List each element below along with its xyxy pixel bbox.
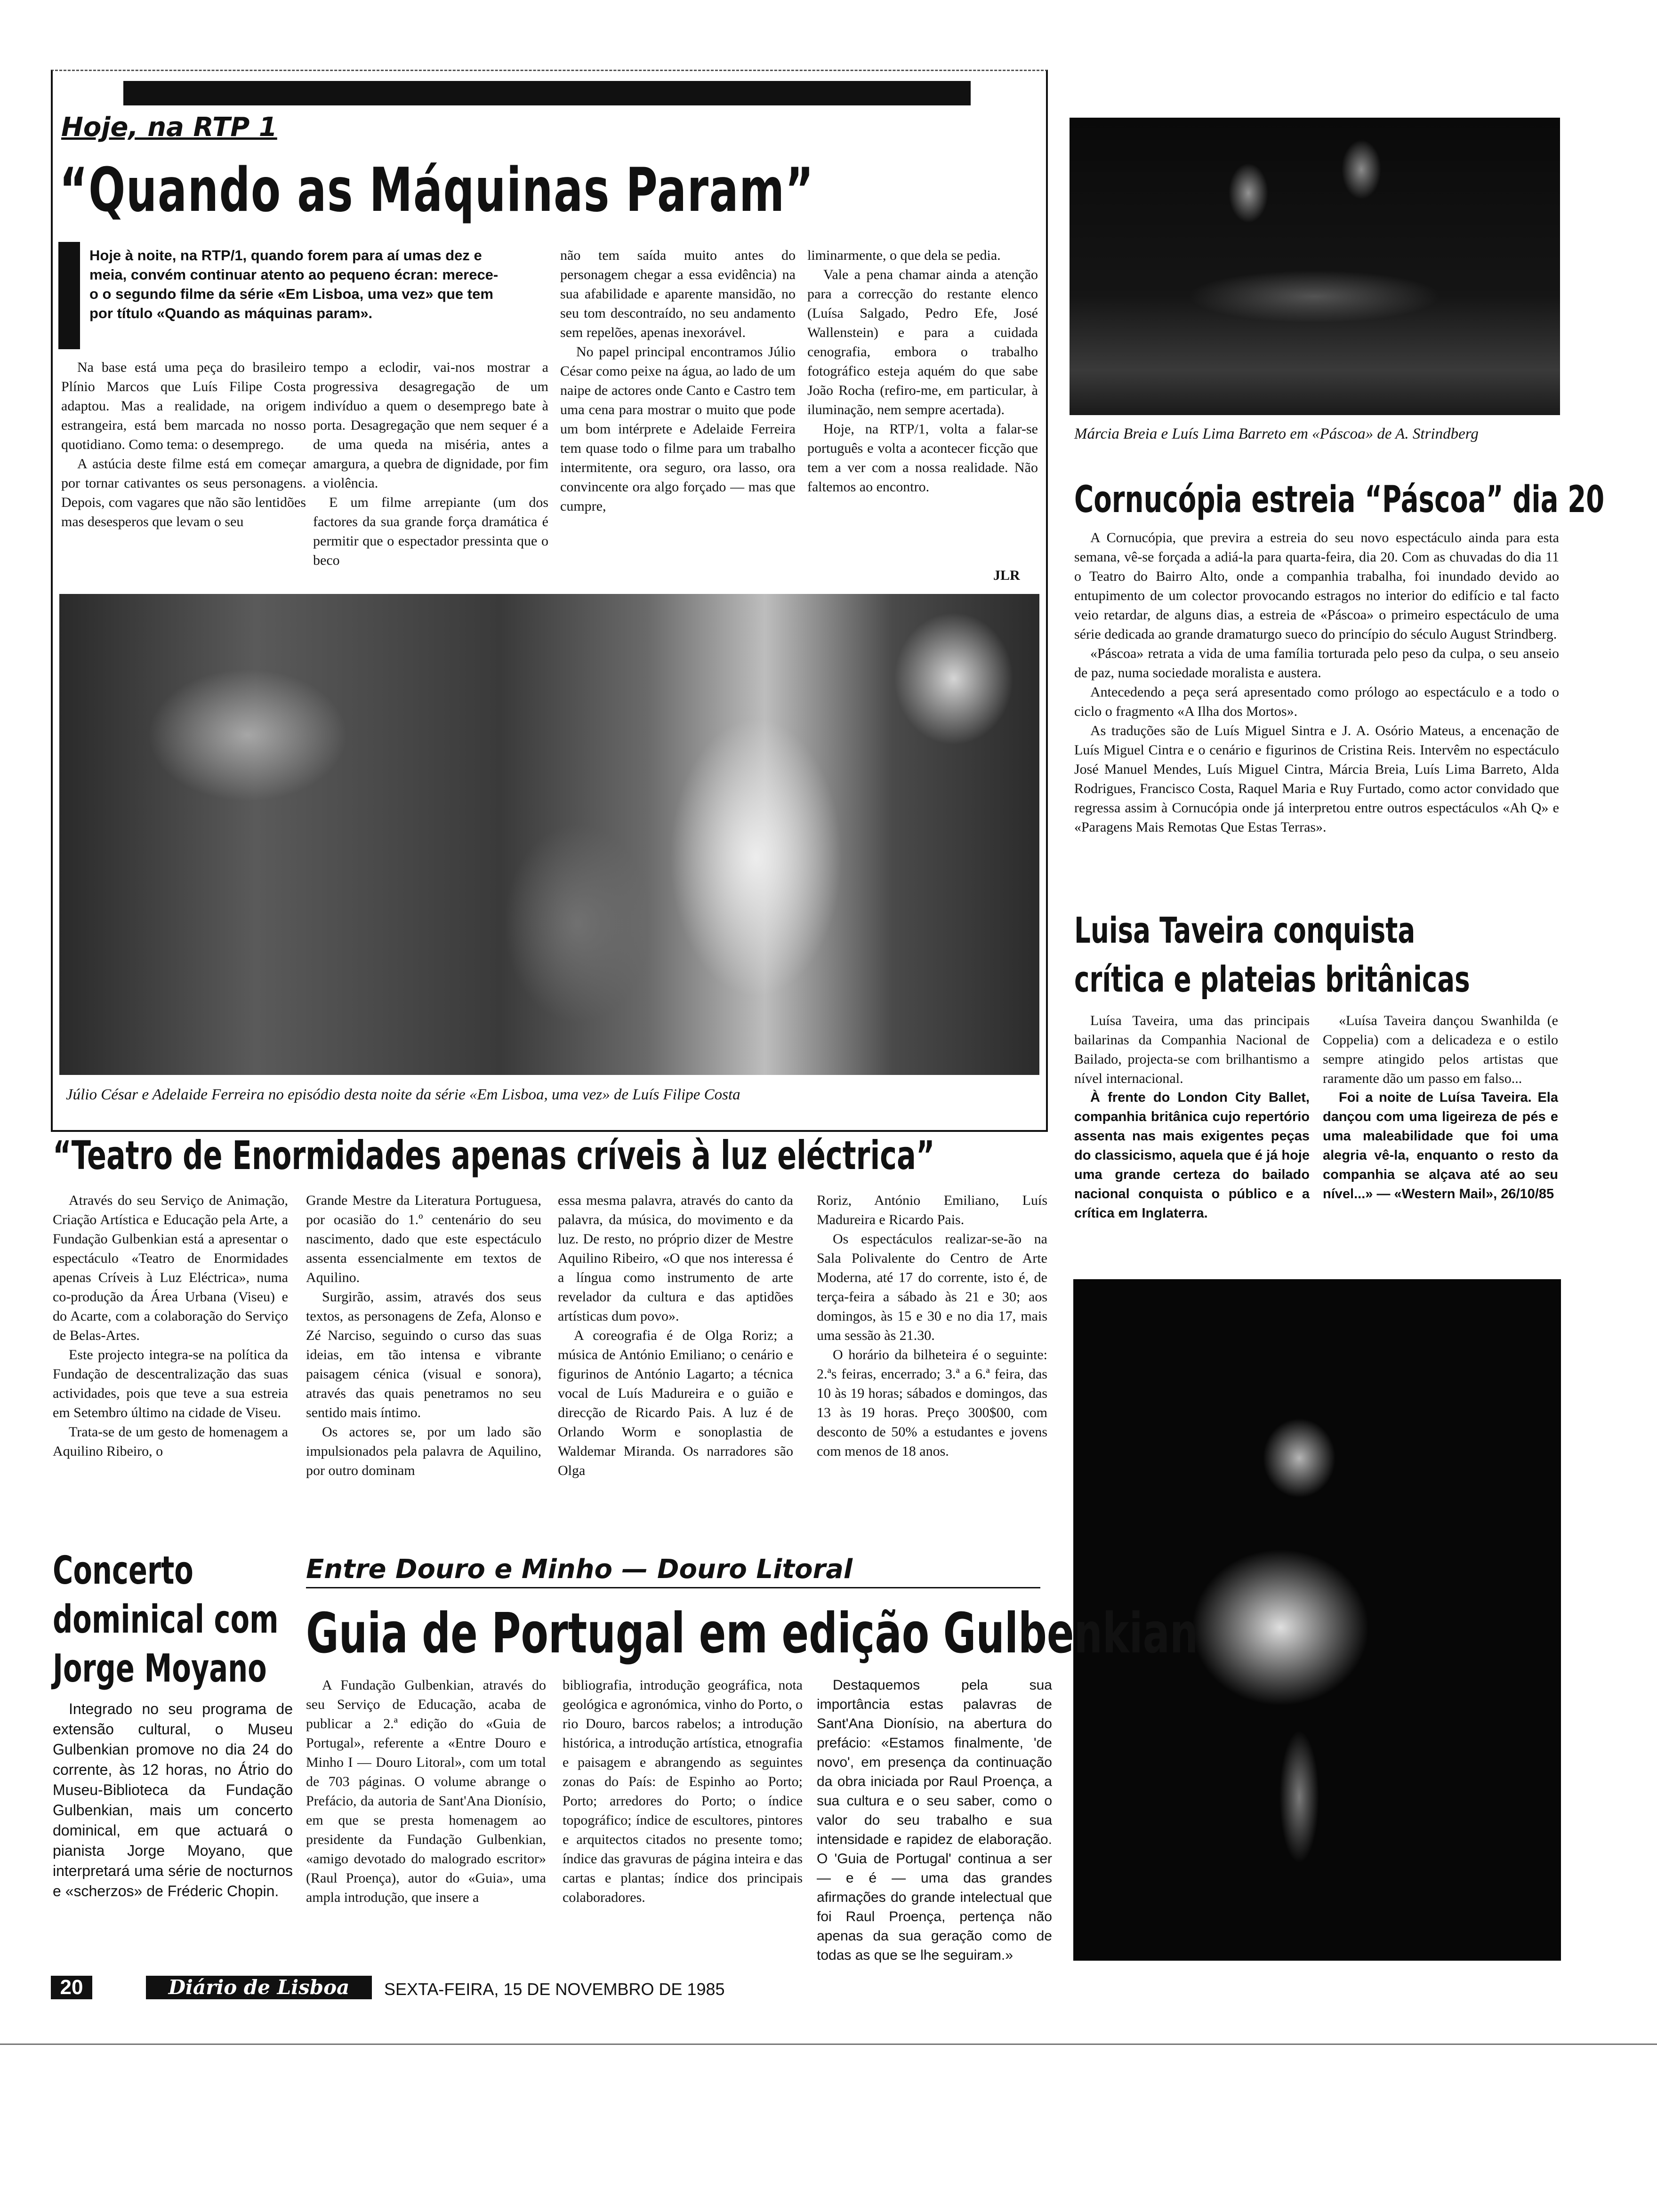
concerto-headline-line-1: Concerto — [53, 1548, 193, 1593]
masthead: Diário de Lisboa — [146, 1976, 372, 1999]
paragraph: Na base está uma peça do brasileiro Plínio Marcos que Luís Filipe Costa adaptou. Mas a realidade, na origem estrangeira, está bem marcada no nosso quotidiano. Como tema: o desemprego. — [61, 360, 306, 452]
paragraph: «Luísa Taveira dançou Swanhilda (e Coppelia) com a delicadeza e o estilo sempre atingido pelos artistas que raramente dão um passo em falso... — [1323, 1013, 1558, 1086]
teatro-headline: “Teatro de Enormidades apenas críveis à luz eléctrica” — [53, 1132, 935, 1178]
guia-column-3 — [817, 1675, 1052, 1965]
paragraph: À frente do London City Ballet, companhia britânica cujo repertório assenta nas mais exigentes peças do classicismo, aquela que é já hoje uma grande certeza do bailado nacional conquista o público e a crítica em Inglaterra. — [1074, 1090, 1310, 1221]
rtp-signature: JLR — [993, 568, 1020, 583]
paragraph: A coreografia é de Olga Roriz; a música de António Emiliano; o cenário e figurinos de António Lagarto; a técnica vocal de Luís Madureira e o guião e direcção de Ricardo Pais. A luz é de Orlando Worm e sonoplastia de Waldemar Miranda. Os narradores são Olga — [558, 1328, 793, 1478]
pascoa-body — [1074, 528, 1559, 837]
paragraph: «Páscoa» retrata a vida de uma família torturada pelo peso da culpa, o seu anseio de paz, numa sociedade moralista e austera. — [1074, 646, 1559, 681]
teatro-column-1 — [53, 1191, 288, 1461]
pascoa-headline: Cornucópia estreia “Páscoa” dia 20 — [1074, 479, 1605, 521]
rtp-episode-photo — [59, 594, 1039, 1075]
paragraph: Através do seu Serviço de Animação, Criação Artística e Educação pela Arte, a Fundação Gulbenkian está a apresentar o espectáculo «Teatro de Enormidades apenas Críveis à Luz Eléctrica», numa co-produção da Área Urbana (Viseu) e do Acarte, com a colaboração do Serviço de Belas-Artes. — [53, 1193, 288, 1343]
taveira-headline-line-1: Luisa Taveira conquista — [1074, 909, 1416, 951]
bottom-rule — [0, 2044, 1657, 2045]
guia-kicker-rule — [306, 1587, 1040, 1588]
teatro-column-3 — [558, 1191, 793, 1480]
guia-column-1 — [306, 1675, 546, 1907]
paragraph: Integrado no seu programa de extensão cultural, o Museu Gulbenkian promove no dia 24 do corrente, às 12 horas, no Átrio do Museu-Biblioteca da Fundação Gulbenkian, mais um concerto dominical, em que actuará o pianista Jorge Moyano, que interpretará uma série de nocturnos e «scherzos» de Fréderic Chopin. — [53, 1700, 293, 1899]
paragraph: Antecedendo a peça será apresentado como prólogo ao espectáculo e a todo o ciclo o fragmento «A Ilha dos Mortos». — [1074, 684, 1559, 719]
paragraph: liminarmente, o que dela se pedia. — [807, 248, 1001, 263]
paragraph: O horário da bilheteira é o seguinte: 2.ªs feiras, encerrado; 3.ª a 6.ª feira, das 10 às 19 horas; sábados e domingos, das 13 às 19 horas. Preço 300$00, com desconto de 50% a estudantes e jovens com menos de 18 anos. — [817, 1347, 1047, 1459]
paragraph: A Fundação Gulbenkian, através do seu Serviço de Educação, acaba de publicar a 2.ª edição do «Guia de Portugal», referente a «Entre Douro e Minho I — Douro Litoral», com um total de 703 páginas. O volume abrange o Prefácio, da autoria de Sant'Ana Dionísio, em que se presta homenagem ao presidente da Fundação Gulbenkian, «amigo devotado do malogrado escritor» (Raul Proença), autor do «Guia», uma ampla introdução, que insere a — [306, 1677, 546, 1905]
rtp-headline: “Quando as Máquinas Param” — [59, 155, 814, 225]
guia-column-2 — [563, 1675, 803, 1907]
paragraph: Luísa Taveira, uma das principais bailarinas da Companhia Nacional de Bailado, projecta-se com brilhantismo a nível internacional. — [1074, 1013, 1310, 1086]
paragraph: Vale a pena chamar ainda a atenção para a correcção do restante elenco (Luísa Salgado, Pedro Efe, José Wallenstein) e para a cuidada cenografia, embora o trabalho fotográfico esteja aquém do que sabe João Rocha (refiro-me, em particular, à iluminação, nem sempre acertada). — [807, 267, 1038, 417]
guia-kicker: Entre Douro e Minho — Douro Litoral — [306, 1554, 853, 1585]
paragraph: Grande Mestre da Literatura Portuguesa, por ocasião do 1.º centenário do seu nascimento, dado que este espectáculo assenta essencialmente em textos de Aquilino. — [306, 1193, 541, 1285]
paragraph: Hoje, na RTP/1, volta a falar-se português e volta a acontecer ficção que tem a ver com a nossa realidade. Não faltemos ao encontro. — [807, 421, 1038, 495]
paragraph: E um filme arrepiante (um dos factores da sua grande força dramática é permitir que o espectador pressinta que o beco — [313, 495, 548, 568]
taveira-column-2 — [1323, 1011, 1558, 1204]
rtp-lead: Hoje à noite, na RTP/1, quando forem para aí umas dez e meia, convém continuar atento ao pequeno écran: merece-o o segundo filme da série «Em Lisboa, uma vez» que tem por título «Quando as máquinas param». — [89, 247, 499, 321]
rtp-photo-caption: Júlio César e Adelaide Ferreira no episódio desta noite da série «Em Lisboa, uma vez» de Luís Filipe Costa — [66, 1086, 740, 1103]
paragraph: Os actores se, por um lado são impulsionados pela palavra de Aquilino, por outro dominam — [306, 1424, 541, 1478]
paragraph: No papel principal encontramos Júlio César como peixe na água, ao lado de um naipe de actores onde Canto e Castro tem uma cena para mostrar o muito que pode um bom intérprete e Adelaide Ferreira tem quase todo o filme para um trabalho intermitente, ora seguro, ora lasso, ora convincente ora algo forçado — mas que cumpre, — [560, 344, 796, 514]
paragraph: Destaquemos pela sua importância estas palavras de Sant'Ana Dionísio, na abertura do prefácio: «Estamos finalmente, 'de novo', em presença da continuação da obra iniciada por Raul Proença, a sua cultura e o seu saber, como o valor do seu trabalho e sua intensidade e rapidez de elaboração. O 'Guia de Portugal' continua a ser — e é — uma das grandes afirmações do grande intelectual que foi Raul Proença, pertença não apenas da sua geração como de todas as que se lhe seguiram.» — [817, 1677, 1052, 1963]
paragraph: Roriz, António Emiliano, Luís Madureira e Ricardo Pais. — [817, 1193, 1047, 1227]
rtp-column-3 — [560, 246, 796, 516]
paragraph: tempo a eclodir, vai-nos mostrar a progressiva desagregação de um indivíduo a quem o desemprego bate à porta. Desagregação que nem sequer é a de uma queda na miséria, antes a amargura, a quebra de dignidade, por fim a violência. — [313, 360, 548, 491]
paragraph: A Cornucópia, que previra a estreia do seu novo espectáculo ainda para esta semana, vê-se forçada a adiá-la para quarta-feira, dia 20. Com as chuvadas do dia 11 o Teatro do Bairro Alto, onde a companhia trabalha, foi inundado devido ao entupimento de um colector provocando estragos no interior do edifício e tal facto veio retardar, de alguns dias, a estreia de «Páscoa» o primeiro espectáculo de uma série dedicada ao grande dramaturgo sueco do princípio do século August Strindberg. — [1074, 530, 1559, 642]
rtp-column-4 — [807, 246, 1038, 497]
rtp-column-2 — [313, 358, 548, 570]
paragraph: não tem saída muito antes do personagem chegar a essa evidência) na sua afabilidade e aparente mansidão, no seu tom descontraído, no seu andamento sem repelões, apenas inexorável. — [560, 248, 796, 340]
concerto-headline-line-2: dominical com — [53, 1597, 279, 1642]
rtp-drop-cap: I — [58, 242, 80, 349]
issue-date: SEXTA-FEIRA, 15 DE NOVEMBRO DE 1985 — [384, 1980, 725, 1999]
concerto-headline-line-3: Jorge Moyano — [53, 1646, 267, 1691]
concerto-body — [53, 1699, 293, 1901]
teatro-column-2 — [306, 1191, 541, 1480]
taveira-headline-line-2: crítica e plateias britânicas — [1074, 958, 1470, 1000]
paragraph: A astúcia deste filme está em começar por tornar cativantes os seus personagens. Depois, com vagares que não são lentidões mas desesperos que levam o seu — [61, 456, 306, 529]
guia-headline: Guia de Portugal em edição Gulbenkian — [306, 1601, 1199, 1666]
paragraph: Este projecto integra-se na política da Fundação de descentralização das suas actividades, pois que teve a sua estreia em Setembro último na cidade de Viseu. — [53, 1347, 288, 1420]
paragraph: bibliografia, introdução geográfica, nota geológica e agronómica, vinho do Porto, o rio Douro, barcos rabelos; a introdução histórica, a introdução artística, etnografia e paisagem e abrangendo as seguintes zonas do País: de Espinho ao Porto; Porto; arredores do Porto; o índice topográfico; índice de escultores, pintores e arquitectos citados no presente tomo; índice das gravuras de página inteira e das cartas e plantas; índice dos principais colaboradores. — [563, 1677, 803, 1905]
paragraph: essa mesma palavra, através do canto da palavra, da música, do movimento e da luz. De resto, no próprio dizer de Mestre Aquilino Ribeiro, «O que nos interessa é a língua como instrumento de arte revelador da cultura e das aptidões artísticas dum povo». — [558, 1193, 793, 1324]
rtp-column-1 — [61, 358, 306, 531]
paragraph: Surgirão, assim, através dos seus textos, as personagens de Zefa, Alonso e Zé Narciso, seguindo o curso das suas ideias, em tão intensa e vibrante paisagem cénica (visual e sonora), através das quais penetramos no seu sentido mais íntimo. — [306, 1289, 541, 1420]
rtp-kicker: Hoje, na RTP 1 — [61, 112, 277, 143]
paragraph: Os espectáculos realizar-se-ão na Sala Polivalente do Centro de Arte Moderna, até 17 do corrente, isto é, de terça-feira a sábado às 21 e 30; aos domingos, às 15 e 30 e no dia 17, mais uma sessão às 21.30. — [817, 1231, 1047, 1343]
paragraph: Trata-se de um gesto de homenagem a Aquilino Ribeiro, o — [53, 1424, 288, 1459]
pascoa-photo — [1070, 118, 1560, 415]
taveira-column-1 — [1074, 1011, 1310, 1223]
pascoa-photo-caption: Márcia Breia e Luís Lima Barreto em «Páscoa» de A. Strindberg — [1074, 425, 1479, 442]
paragraph: As traduções são de Luís Miguel Sintra e J. A. Osório Mateus, a encenação de Luís Miguel Cintra e o cenário e figurinos de Cristina Reis. Intervêm no espectáculo José Manuel Mendes, Luís Miguel Cintra, Márcia Breia, Luís Lima Barreto, Alda Rodrigues, Francisco Costa, Raquel Maria e Ruy Furtado, como actor convidado que regressa assim à Cornucópia onde já interpretou entre outros espectáculos «Ah Q» e «Paragens Mais Remotas Que Estas Terras». — [1074, 723, 1559, 835]
teatro-column-4 — [817, 1191, 1047, 1461]
page-number: 20 — [51, 1976, 92, 1999]
paragraph: Foi a noite de Luísa Taveira. Ela dançou com uma ligeireza de pés e uma maleabilidade que foi uma alegria vê-la, enquanto o resto da companhia se alçava até ao seu nível...» — «Western Mail», 26/10/85 — [1323, 1090, 1558, 1202]
